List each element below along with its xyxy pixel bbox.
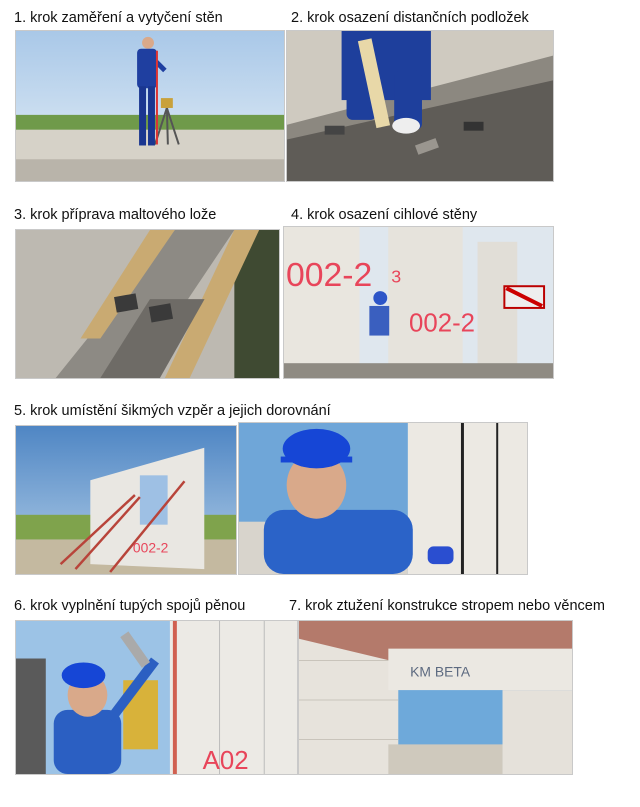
wall-mark-4: 002-2 (132, 539, 169, 556)
step-2-photo (286, 30, 554, 182)
lintel-label: KM BETA (410, 663, 471, 680)
step-5-photo-worker (238, 422, 528, 575)
step-7-caption: 7. krok ztužení konstrukce stropem nebo věncem (289, 598, 605, 614)
step-4-caption: 4. krok osazení cihlové stěny (291, 207, 478, 223)
step-3-photo (15, 229, 280, 379)
wall-mark-5: A02 (202, 747, 249, 774)
step-1-photo (15, 30, 285, 182)
wall-mark-3: 002-2 (409, 309, 476, 338)
step-6-caption: 6. krok vyplnění tupých spojů pěnou (14, 598, 246, 614)
wall-mark-1: 002-2 (285, 257, 373, 295)
step-5-caption: 5. krok umístění šikmých vzpěr a jejich dorovnání (14, 403, 331, 419)
step-1-caption: 1. krok zaměření a vytyčení stěn (14, 10, 223, 26)
step-5-photo-braces (15, 425, 237, 575)
step-6-photo (15, 620, 298, 775)
step-4-photo (283, 226, 554, 379)
step-3-caption: 3. krok příprava maltového lože (14, 207, 217, 223)
step-2-caption: 2. krok osazení distančních podložek (291, 10, 529, 26)
wall-mark-2: 3 (391, 266, 402, 287)
step-7-photo (298, 620, 573, 775)
